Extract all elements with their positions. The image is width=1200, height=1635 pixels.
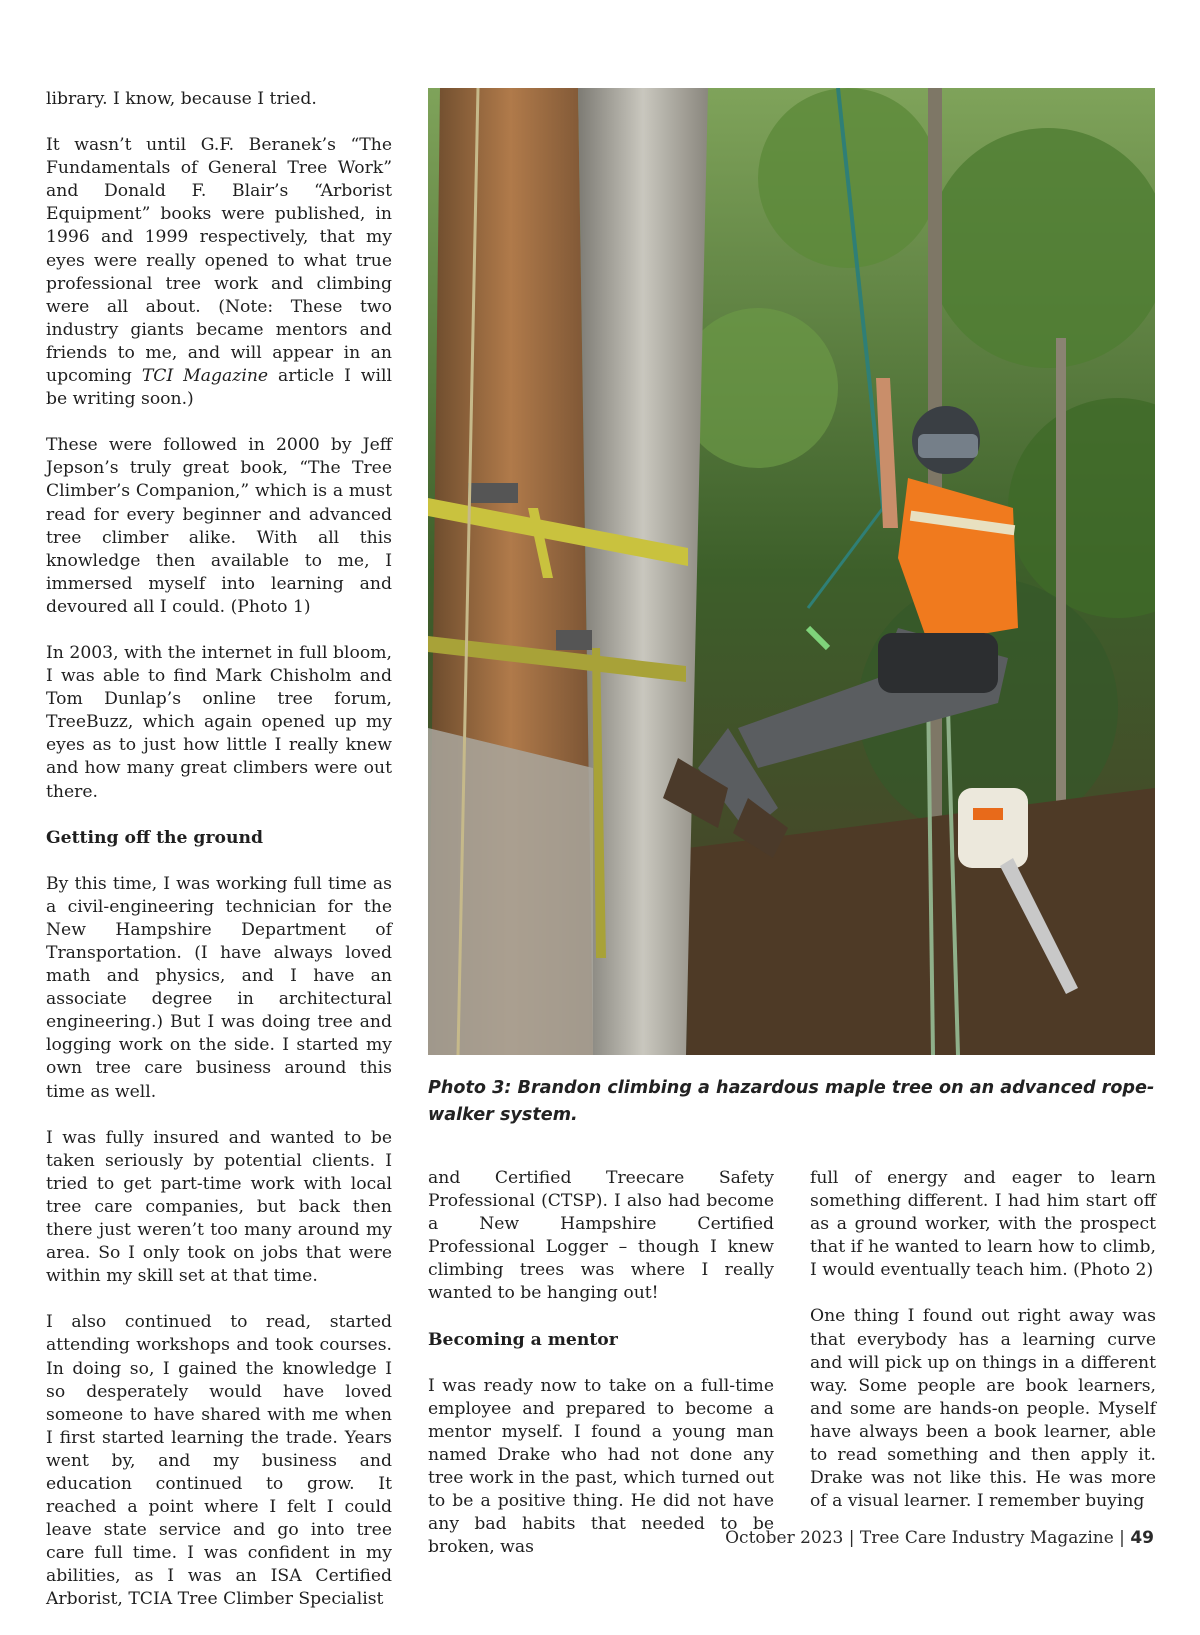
paragraph: I was fully insured and wanted to be taken seriously by potential clients. I tried to get part-time work with local tree care companies, but back then there just weren’t too many around my area. So I only took on jobs that were within my skill set at that time. <box>46 1127 392 1287</box>
paragraph: full of energy and eager to learn something different. I had him start off as a ground worker, with the prospect that if he wanted to learn how to climb, I would eventually teach him. (Photo 2) <box>810 1168 1156 1281</box>
paragraph: I also continued to read, started attending workshops and took courses. In doing so, I gained the knowledge I so desperately would have loved someone to have shared with me when I first started learning the trade. Years went by, and my business and education continued to grow. It reached a point where I felt I could leave state service and go into tree care full time. I was confident in my abilities, as I was an ISA Certified Arborist, TCIA Tree Climber Specialist <box>46 1312 392 1610</box>
section-heading: Becoming a mentor <box>428 1329 618 1350</box>
paragraph: By this time, I was working full time as a civil-engineering technician for the New Hampshire Department of Transportation. (I have always loved math and physics, and I have an associate degree in architectural engineering.) But I was doing tree and logging work on the side. I started my own tree care business around this time as well. <box>46 873 392 1102</box>
page-number: 49 <box>1130 1528 1154 1548</box>
magazine-title: TCI Magazine <box>141 366 269 387</box>
section-heading: Getting off the ground <box>46 827 263 848</box>
article-column-left <box>46 88 392 1635</box>
article-photo <box>428 88 1155 1055</box>
paragraph: These were followed in 2000 by Jeff Jepson’s truly great book, “The Tree Climber’s Companion,” which is a must read for every beginner and advanced tree climber alike. With all this knowledge then available to me, I immersed myself into learning and devoured all I could. (Photo 1) <box>46 435 392 617</box>
paragraph: I was ready now to take on a full-time employee and prepared to become a mentor myself. I found a young man named Drake who had not done any tree work in the past, which turned out to be a positive thing. He did not have any bad habits that needed to be broken, was <box>428 1375 774 1558</box>
paragraph <box>46 134 392 411</box>
climber-photo-illustration <box>428 88 1155 1055</box>
paragraph: library. I know, because I tried. <box>46 89 317 109</box>
footer-text: October 2023 | Tree Care Industry Magazine | <box>725 1528 1125 1548</box>
article-column-middle <box>428 1167 774 1582</box>
paragraph: One thing I found out right away was that everybody has a learning curve and will pick up on things in a different way. Some people are book learners, and some are hands-on people. Myself have always been a book learner, able to read something and then apply it. Drake was not like this. He was more of a visual learner. I remember buying <box>810 1306 1156 1512</box>
photo-caption: Photo 3: Brandon climbing a hazardous maple tree on an advanced rope-walker system. <box>428 1078 1155 1125</box>
paragraph-text: It wasn’t until G.F. Beranek’s “The Fundamentals of General Tree Work” and Donald F. Blair’s “Arborist Equipment” books were published, in 1996 and 1999 respectively, that my eyes were really opened to what true professional tree work and climbing were all about. (Note: These two industry giants became mentors and friends to me, and will appear in an upcoming <box>46 135 392 387</box>
paragraph: In 2003, with the internet in full bloom, I was able to find Mark Chisholm and Tom Dunlap’s online tree forum, TreeBuzz, which again opened up my eyes as to just how little I really knew and how many great climbers were out there. <box>46 642 392 802</box>
paragraph-text: article I will be writing soon.) <box>46 366 392 410</box>
page-footer <box>725 1528 1154 1548</box>
paragraph: and Certified Treecare Safety Professional (CTSP). I also had become a New Hampshire Certified Professional Logger – though I knew climbing trees was where I really wanted to be hanging out! <box>428 1168 774 1304</box>
article-column-right <box>810 1167 1156 1536</box>
